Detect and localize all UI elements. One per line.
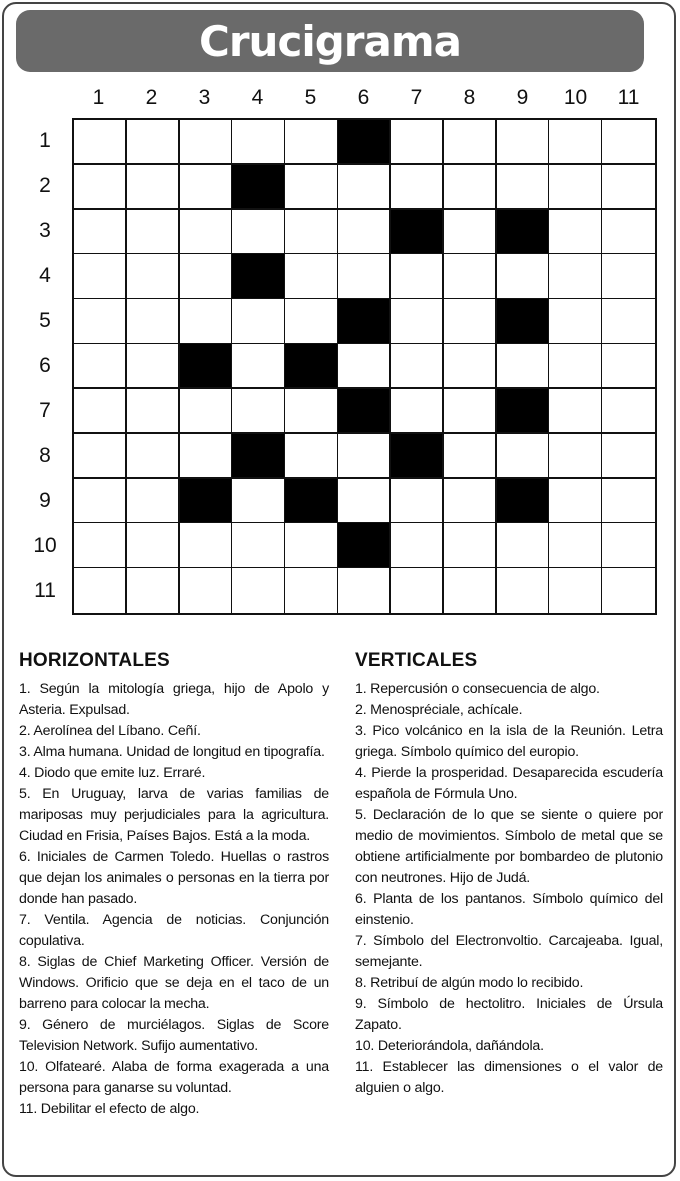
grid-cell[interactable] [232,344,285,389]
clue-item: 3. Pico volcánico en la isla de la Reunión. Letra griega. Símbolo químico del europio. [355,723,663,760]
grid-cell[interactable] [338,479,391,524]
row-number: 6 [39,354,51,377]
grid-cell[interactable] [127,523,180,568]
black-cell [285,479,338,524]
black-cell [391,434,444,479]
grid-cell[interactable] [549,479,602,524]
black-cell [338,120,391,165]
vertical-clues [355,650,663,1099]
black-cell [497,479,550,524]
grid-cell[interactable] [180,523,233,568]
grid-cell[interactable] [391,568,444,613]
grid-cell[interactable] [549,299,602,344]
grid-cell[interactable] [127,210,180,255]
grid-cell[interactable] [549,568,602,613]
column-number: 5 [304,86,317,109]
grid-cell[interactable] [549,523,602,568]
black-cell [232,165,285,210]
grid-cell[interactable] [602,165,655,210]
grid-cell[interactable] [285,165,338,210]
grid-cell[interactable] [497,344,550,389]
grid-cell[interactable] [391,165,444,210]
row-number: 11 [34,579,56,602]
grid-cell[interactable] [602,120,655,165]
grid-cell[interactable] [338,210,391,255]
grid-cell[interactable] [285,434,338,479]
grid-cell[interactable] [391,523,444,568]
grid-cell[interactable] [497,120,550,165]
row-number: 1 [39,129,51,152]
grid-cell[interactable] [444,434,497,479]
row-number: 10 [33,534,57,557]
column-number: 11 [617,86,640,109]
grid-cell[interactable] [232,210,285,255]
grid-cell[interactable] [549,344,602,389]
grid-cell[interactable] [285,210,338,255]
row-number: 3 [39,219,51,242]
column-number: 8 [463,86,476,109]
grid-cell[interactable] [444,479,497,524]
grid-cell[interactable] [180,568,233,613]
black-cell [497,210,550,255]
clue-item: 5. En Uruguay, larva de varias familias de mariposas muy perjudiciales para la agricultura. Ciudad en Frisia, Países Bajos. Está a la moda. [19,786,329,844]
grid-cell[interactable] [602,299,655,344]
grid-cell[interactable] [391,389,444,434]
black-cell [497,299,550,344]
grid-cell[interactable] [127,434,180,479]
grid-cell[interactable] [444,299,497,344]
clue-item: 5. Declaración de lo que se siente o quiere por medio de movimientos. Símbolo de metal que se obtiene artificialmente por bombardeo de plutonio con neutrones. Hijo de Judá. [355,807,663,886]
black-cell [391,210,444,255]
grid-cell[interactable] [285,568,338,613]
grid-cell[interactable] [444,344,497,389]
column-number: 3 [198,86,211,109]
grid-cell[interactable] [549,210,602,255]
grid-cell[interactable] [497,165,550,210]
row-number: 7 [39,399,51,422]
clue-item: 8. Retribuí de algún modo lo recibido. [355,975,584,991]
black-cell [232,434,285,479]
grid-cell[interactable] [602,434,655,479]
grid-cell[interactable] [74,254,127,299]
grid-cell[interactable] [602,389,655,434]
grid-cell[interactable] [74,299,127,344]
grid-cell[interactable] [391,120,444,165]
grid-cell[interactable] [338,165,391,210]
clue-item: 2. Menospréciale, achícale. [355,702,523,718]
grid-cell[interactable] [180,254,233,299]
grid-cell[interactable] [497,434,550,479]
grid-cell[interactable] [127,254,180,299]
grid-cell[interactable] [127,120,180,165]
grid-cell[interactable] [232,568,285,613]
clue-item: 2. Aerolínea del Líbano. Ceñí. [19,723,201,739]
grid-cell[interactable] [74,210,127,255]
clue-item: 7. Símbolo del Electronvoltio. Carcajeaba. Igual, semejante. [355,933,663,970]
clue-item: 11. Establecer las dimensiones o el valor de alguien o algo. [355,1059,663,1096]
clue-item: 4. Pierde la prosperidad. Desaparecida escudería española de Fórmula Uno. [355,765,663,802]
grid-cell[interactable] [602,568,655,613]
column-number: 2 [145,86,158,109]
grid-cell[interactable] [444,523,497,568]
vertical-clue-list [355,679,663,1099]
grid-cell[interactable] [180,389,233,434]
grid-cell[interactable] [444,389,497,434]
grid-cell[interactable] [602,254,655,299]
black-cell [232,254,285,299]
row-number: 5 [39,309,51,332]
clue-item: 8. Siglas de Chief Marketing Officer. Versión de Windows. Orificio que se deja en el taco de un barreno para colocar la mecha. [19,954,329,1012]
grid-cell[interactable] [497,523,550,568]
grid-cell[interactable] [285,120,338,165]
column-number: 4 [251,86,264,109]
grid-cell[interactable] [549,434,602,479]
column-number: 7 [410,86,423,109]
black-cell [338,299,391,344]
vertical-heading: VERTICALES [355,650,478,671]
grid-cell[interactable] [127,165,180,210]
grid-cell[interactable] [391,479,444,524]
grid-cell[interactable] [602,344,655,389]
clue-item: 3. Alma humana. Unidad de longitud en tipografía. [19,744,325,760]
clue-item: 7. Ventila. Agencia de noticias. Conjunción copulativa. [19,912,329,949]
grid-cell[interactable] [127,389,180,434]
grid-cell[interactable] [338,254,391,299]
clue-item: 9. Género de murciélagos. Siglas de Score Television Network. Sufijo aumentativo. [19,1017,329,1054]
grid-cell[interactable] [127,568,180,613]
grid-cell[interactable] [444,120,497,165]
black-cell [338,523,391,568]
clue-item: 6. Iniciales de Carmen Toledo. Huellas o rastros que dejan los animales o personas en la tierra por donde han pasado. [19,849,329,907]
grid-cell[interactable] [127,344,180,389]
grid-cell[interactable] [180,434,233,479]
grid-cell[interactable] [74,344,127,389]
grid-cell[interactable] [444,165,497,210]
grid-cell[interactable] [602,210,655,255]
grid-cell[interactable] [549,389,602,434]
column-number: 6 [357,86,370,109]
grid-cell[interactable] [74,523,127,568]
horizontal-heading: HORIZONTALES [19,650,170,671]
black-cell [497,389,550,434]
grid-cell[interactable] [549,120,602,165]
grid-cell[interactable] [338,568,391,613]
grid-cell[interactable] [180,299,233,344]
grid-cell[interactable] [602,523,655,568]
grid-cell[interactable] [285,299,338,344]
clue-item: 9. Símbolo de hectolitro. Iniciales de Úrsula Zapato. [355,996,663,1033]
grid-cell[interactable] [180,210,233,255]
grid-cell[interactable] [74,389,127,434]
grid-cell[interactable] [285,254,338,299]
grid-cell[interactable] [232,523,285,568]
grid-cell[interactable] [74,568,127,613]
grid-cell[interactable] [285,523,338,568]
clue-item: 10. Olfatearé. Alaba de forma exagerada a una persona para ganarse su voluntad. [19,1059,329,1096]
row-number: 8 [39,444,51,467]
grid-cell[interactable] [74,120,127,165]
clue-item: 6. Planta de los pantanos. Símbolo químico del einstenio. [355,891,663,928]
crossword-grid [72,118,657,615]
grid-cell[interactable] [444,254,497,299]
row-number: 9 [39,489,51,512]
black-cell [180,344,233,389]
grid-cell[interactable] [74,434,127,479]
column-number: 1 [92,86,105,109]
grid-cell[interactable] [549,254,602,299]
grid-cell[interactable] [180,120,233,165]
grid-cell[interactable] [127,299,180,344]
column-number: 10 [563,86,588,109]
grid-cell[interactable] [74,165,127,210]
row-number: 4 [39,264,51,287]
grid-cell[interactable] [232,120,285,165]
grid-cell[interactable] [180,165,233,210]
clue-item: 10. Deteriorándola, dañándola. [355,1038,544,1054]
row-number: 2 [39,174,51,197]
column-number: 9 [516,86,529,109]
grid-cell[interactable] [497,568,550,613]
page-title: Crucigrama [199,16,461,66]
grid-cell[interactable] [391,254,444,299]
black-cell [180,479,233,524]
grid-cell[interactable] [74,479,127,524]
clue-item: 11. Debilitar el efecto de algo. [19,1101,200,1117]
grid-cell[interactable] [602,479,655,524]
horizontal-clues [19,650,329,1120]
black-cell [285,344,338,389]
grid-cell[interactable] [285,389,338,434]
grid-cell[interactable] [391,344,444,389]
black-cell [338,389,391,434]
grid-cell[interactable] [391,299,444,344]
clue-item: 1. Según la mitología griega, hijo de Apolo y Asteria. Expulsad. [19,681,329,718]
horizontal-clue-list [19,679,329,1120]
grid-cell[interactable] [232,299,285,344]
grid-cell[interactable] [497,254,550,299]
grid-cell[interactable] [549,165,602,210]
title-banner [16,10,644,72]
grid-cell[interactable] [338,344,391,389]
clue-item: 4. Diodo que emite luz. Erraré. [19,765,206,781]
clue-item: 1. Repercusión o consecuencia de algo. [355,681,600,697]
grid-cell[interactable] [338,434,391,479]
grid-cell[interactable] [127,479,180,524]
grid-cell[interactable] [444,210,497,255]
grid-cell[interactable] [444,568,497,613]
grid-cell[interactable] [232,389,285,434]
grid-cell[interactable] [232,479,285,524]
